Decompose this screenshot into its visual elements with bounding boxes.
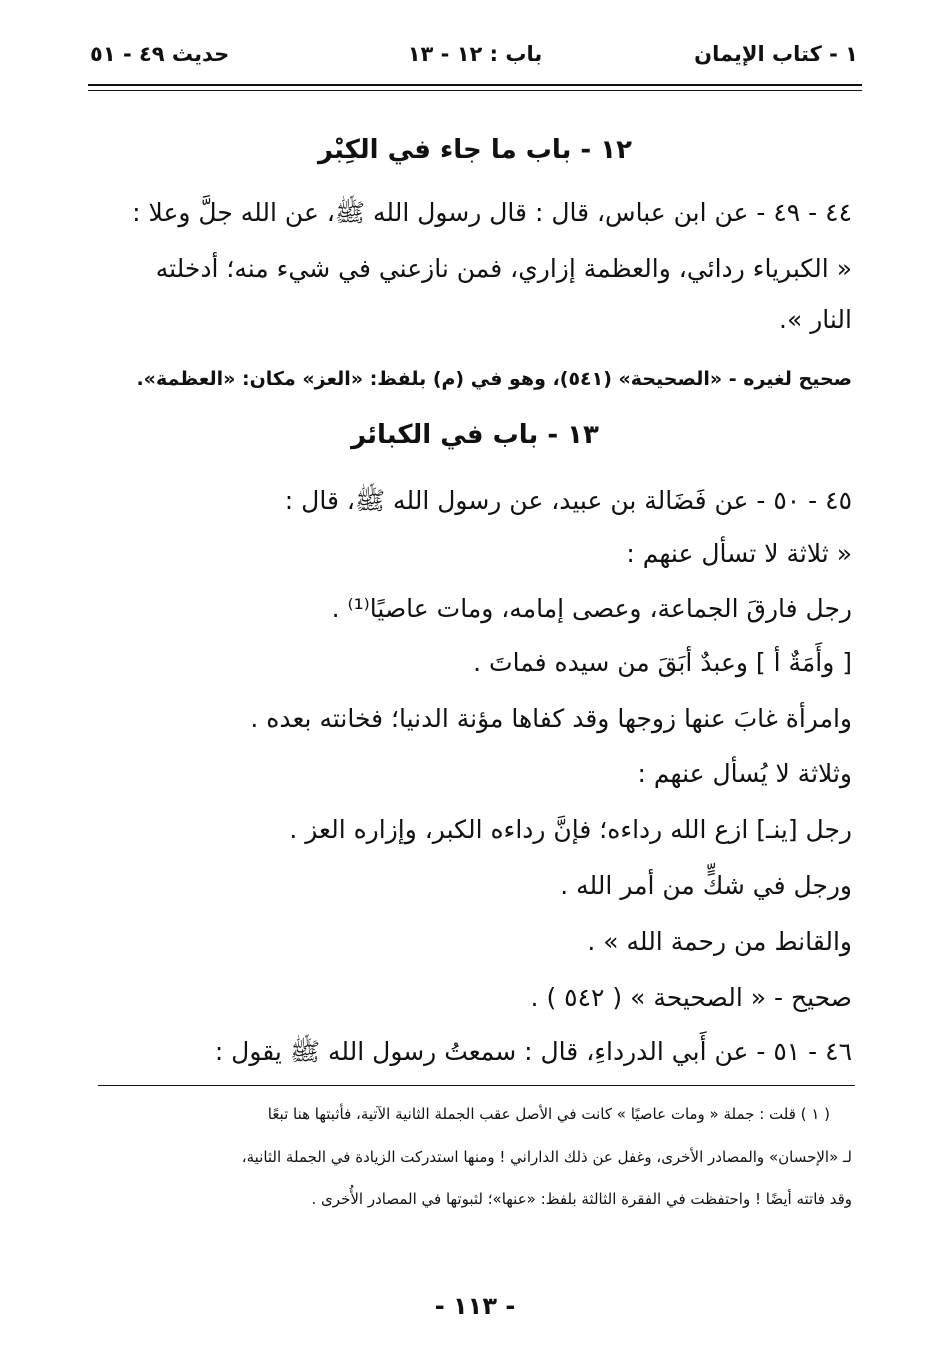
footnote-line-3: وقد فاتته أيضًا ! واحتفظت في الفقرة الثالثة بلفظ: «عنها»؛ لثبوتها في المصادر الأُخرى . [311, 1190, 852, 1208]
section-12-heading: ١٢ - باب ما جاء في الكِبْر [317, 135, 633, 165]
hadith-49-line-1: ٤٤ - ٤٩ - عن ابن عباس، قال : قال رسول الله ﷺ، عن الله جلَّ وعلا : [132, 198, 852, 227]
hadith-50-grading: صحيح - « الصحيحة » ( ٥٤٢ ) . [530, 983, 852, 1012]
hadith-51-line-1: ٤٦ - ٥١ - عن أَبي الدرداءِ، قال : سمعتُ رسول الله ﷺ يقول : [214, 1037, 852, 1066]
hadith-49-line-2: « الكبرياء ردائي، والعظمة إزاري، فمن نازعني في شيء منه؛ أدخلته [155, 254, 852, 283]
running-header-hadith-range: حديث ٤٩ - ٥١ [90, 42, 230, 66]
running-header-chapter: باب : ١٢ - ١٣ [407, 42, 543, 66]
hadith-50-line-5: وامرأة غابَ عنها زوجها وقد كفاها مؤنة الدنيا؛ فخانته بعده . [250, 704, 852, 733]
hadith-50-line-7: رجل [ينـ] ازع الله رداءه؛ فإنَّ رداءه الكبر، وإزاره العز . [289, 815, 852, 844]
footnote-line-1: ( ١ ) قلت : جملة « ومات عاصيًا » كانت في الأصل عقب الجملة الثانية الآتية، فأثبتها هنا تبعًا [267, 1105, 830, 1123]
header-rule-thin [88, 90, 862, 91]
footnote-rule [98, 1085, 855, 1086]
footnote-line-2: لـ «الإحسان» والمصادر الأخرى، وغفل عن ذلك الداراني ! ومنها استدركت الزيادة في الجملة الثانية، [241, 1148, 852, 1166]
hadith-50-line-1: ٤٥ - ٥٠ - عن فَضَالة بن عبيد، عن رسول الله ﷺ، قال : [284, 486, 852, 515]
hadith-50-line-3: رجل فارقَ الجماعة، وعصى إمامه، ومات عاصيًا⁽¹⁾ . [331, 594, 852, 623]
hadith-49-grading: صحيح لغيره - «الصحيحة» (٥٤١)، وهو في (م) بلفظ: «العز» مكان: «العظمة». [136, 368, 852, 390]
section-13-heading: ١٣ - باب في الكبائر [351, 420, 599, 450]
running-header-book: ١ - كتاب الإيمان [694, 42, 858, 66]
header-rule-thick [88, 84, 862, 86]
hadith-50-line-2: « ثلاثة لا تسأل عنهم : [626, 539, 852, 568]
hadith-50-line-6: وثلاثة لا يُسأل عنهم : [637, 759, 852, 788]
hadith-50-line-4: [ وأَمَةٌ أ ] وعبدٌ أبَقَ من سيده فماتَ . [473, 648, 852, 677]
hadith-50-line-9: والقانط من رحمة الله » . [587, 927, 852, 956]
page-number: - ١١٣ - [434, 1292, 516, 1320]
hadith-49-line-3: النار ». [779, 305, 852, 334]
hadith-50-line-8: ورجل في شكٍّ من أمر الله . [560, 871, 852, 900]
